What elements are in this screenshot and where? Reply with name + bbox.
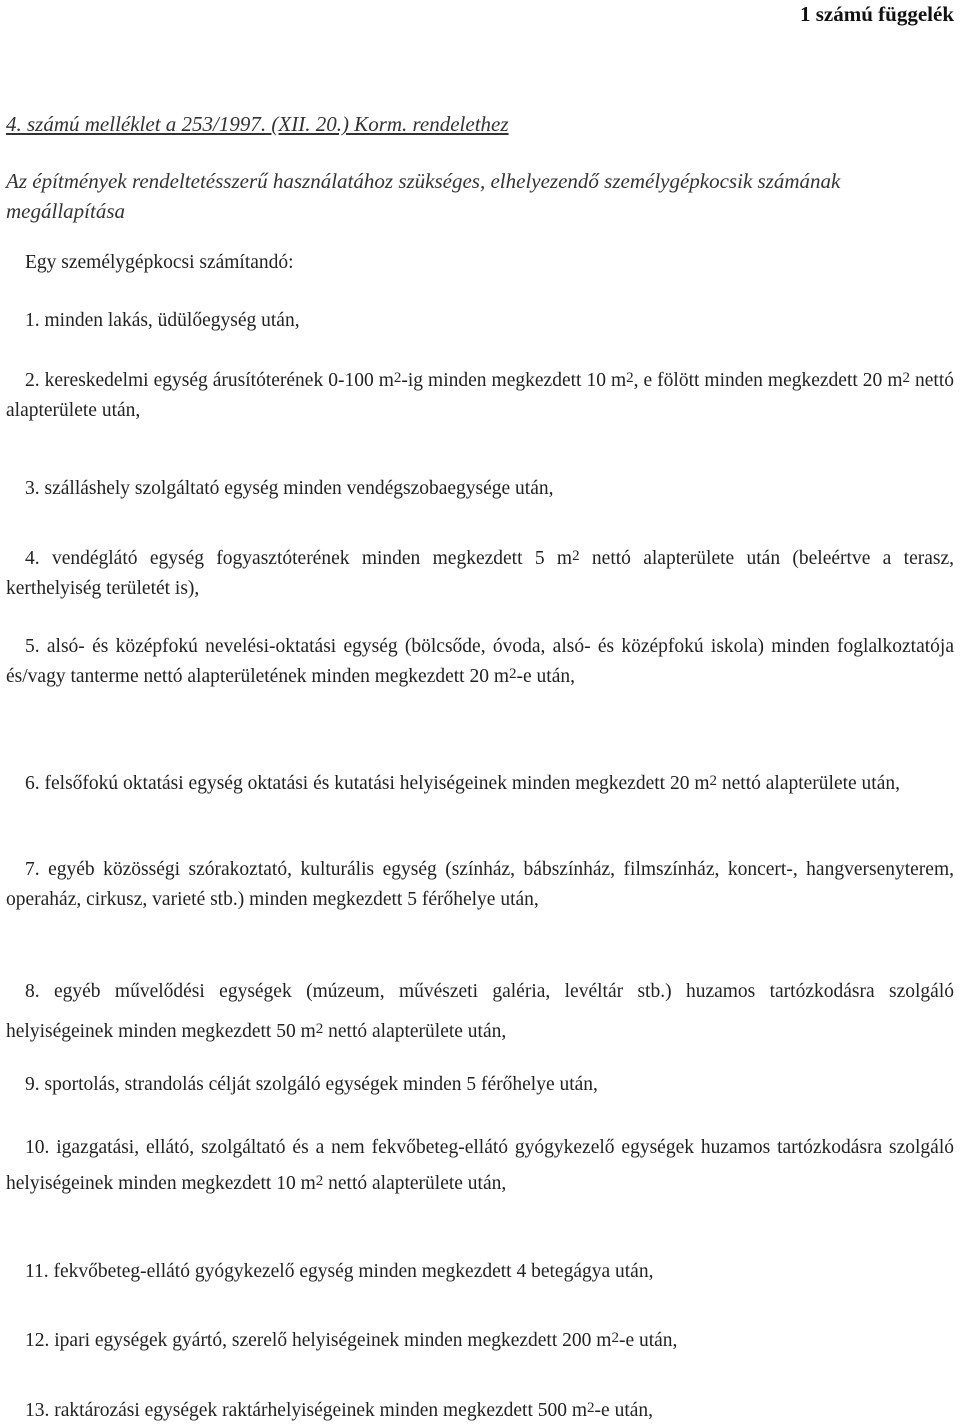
list-item-2 [6, 366, 954, 426]
item-1-text: 1. minden lakás, üdülőegység után, [25, 310, 300, 331]
item-11-text: 11. fekvőbeteg-ellátó gyógykezelő egység minden megkezdett 4 betegágya után, [25, 1261, 654, 1282]
item-8-text-b: nettó alapterülete után, [323, 1021, 507, 1042]
item-6-sup: 2 [709, 773, 717, 789]
item-13-text-b: -e után, [594, 1400, 654, 1421]
list-item-6 [6, 769, 954, 799]
list-item-8 [6, 972, 954, 1052]
decree-reference: 4. számú melléklet a 253/1997. (XII. 20.) Korm. rendelethez [6, 112, 509, 136]
item-4-sup: 2 [572, 548, 580, 564]
item-6-text-b: nettó alapterülete után, [717, 773, 901, 794]
item-2-text-b: -ig minden megkezdett 10 m [401, 370, 627, 391]
document-title: Az építmények rendeltetésszerű használatához szükséges, elhelyezendő személygépkocsik számának megállapítása [6, 169, 841, 223]
item-2-sup-c: 2 [902, 370, 910, 386]
item-10-sup: 2 [315, 1173, 324, 1189]
item-12-sup: 2 [611, 1330, 619, 1346]
list-item-9 [25, 1070, 960, 1100]
item-3-text: 3. szálláshely szolgáltató egység minden vendégszobaegysége után, [25, 478, 554, 499]
list-item-7 [6, 855, 954, 915]
intro-line: Egy személygépkocsi számítandó: [25, 252, 294, 273]
item-12-text-b: -e után, [618, 1330, 678, 1351]
list-item-3 [25, 474, 960, 504]
item-10-text-a: 10. igazgatási, ellátó, szolgáltató és a nem fekvőbeteg-ellátó gyógykezelő egységek huzamos tartózkodásra szolgáló helyiségeinek minden megkezdett 10 m [6, 1137, 954, 1194]
list-item-13 [25, 1396, 960, 1426]
item-7-text: 7. egyéb közösségi szórakoztató, kulturális egység (színház, bábszínház, filmszínház, koncert-, hangversenyterem, operaház, cirkusz, varieté stb.) minden megkezdett 5 férőhelye után, [6, 859, 954, 910]
item-4-text-a: 4. vendéglátó egység fogyasztóterének minden megkezdett 5 m [25, 548, 573, 569]
item-8-sup: 2 [315, 1021, 324, 1037]
item-13-text-a: 13. raktározási egységek raktárhelyiségeinek minden megkezdett 500 m [25, 1400, 588, 1421]
item-2-text-c: , e fölött minden megkezdett 20 m [633, 370, 903, 391]
list-item-1 [25, 306, 960, 336]
item-9-text: 9. sportolás, strandolás célját szolgáló egységek minden 5 férőhelye után, [25, 1074, 598, 1095]
item-2-sup-b: 2 [626, 370, 634, 386]
item-10-text-b: nettó alapterülete után, [323, 1173, 507, 1194]
item-12-text-a: 12. ipari egységek gyártó, szerelő helyiségeinek minden megkezdett 200 m [25, 1330, 612, 1351]
item-5-text-b: -e után, [516, 666, 576, 687]
list-item-11 [25, 1257, 960, 1287]
list-item-12 [25, 1326, 960, 1356]
item-8-text-a: 8. egyéb művelődési egységek (múzeum, művészeti galéria, levéltár stb.) huzamos tartózkodásra szolgáló helyiségeinek minden megkezdett 50 m [6, 981, 954, 1042]
item-13-sup: 2 [587, 1400, 595, 1416]
item-5-sup: 2 [509, 666, 517, 682]
item-2-text-a: 2. kereskedelmi egység árusítóterének 0-100 m [25, 370, 394, 391]
item-2-sup-a: 2 [393, 370, 402, 386]
item-5-text-a: 5. alsó- és középfokú nevelési-oktatási egység (bölcsőde, óvoda, alsó- és középfokú iskola) minden foglalkoztatója és/vagy tanterme nettó alapterületének minden megkezdett 20 m [6, 636, 954, 687]
list-item-4 [6, 544, 954, 604]
item-4-text-b: nettó alapterülete után (beleértve a terasz, kerthelyiség területét is), [6, 548, 954, 599]
item-6-text-a: 6. felsőfokú oktatási egység oktatási és kutatási helyiségeinek minden megkezdett 20 m [25, 773, 710, 794]
list-item-5 [6, 632, 954, 692]
appendix-label: 1 számú függelék [800, 2, 954, 26]
list-item-10 [6, 1130, 954, 1202]
item-2-text-d: nettó alapterülete után, [6, 370, 954, 421]
